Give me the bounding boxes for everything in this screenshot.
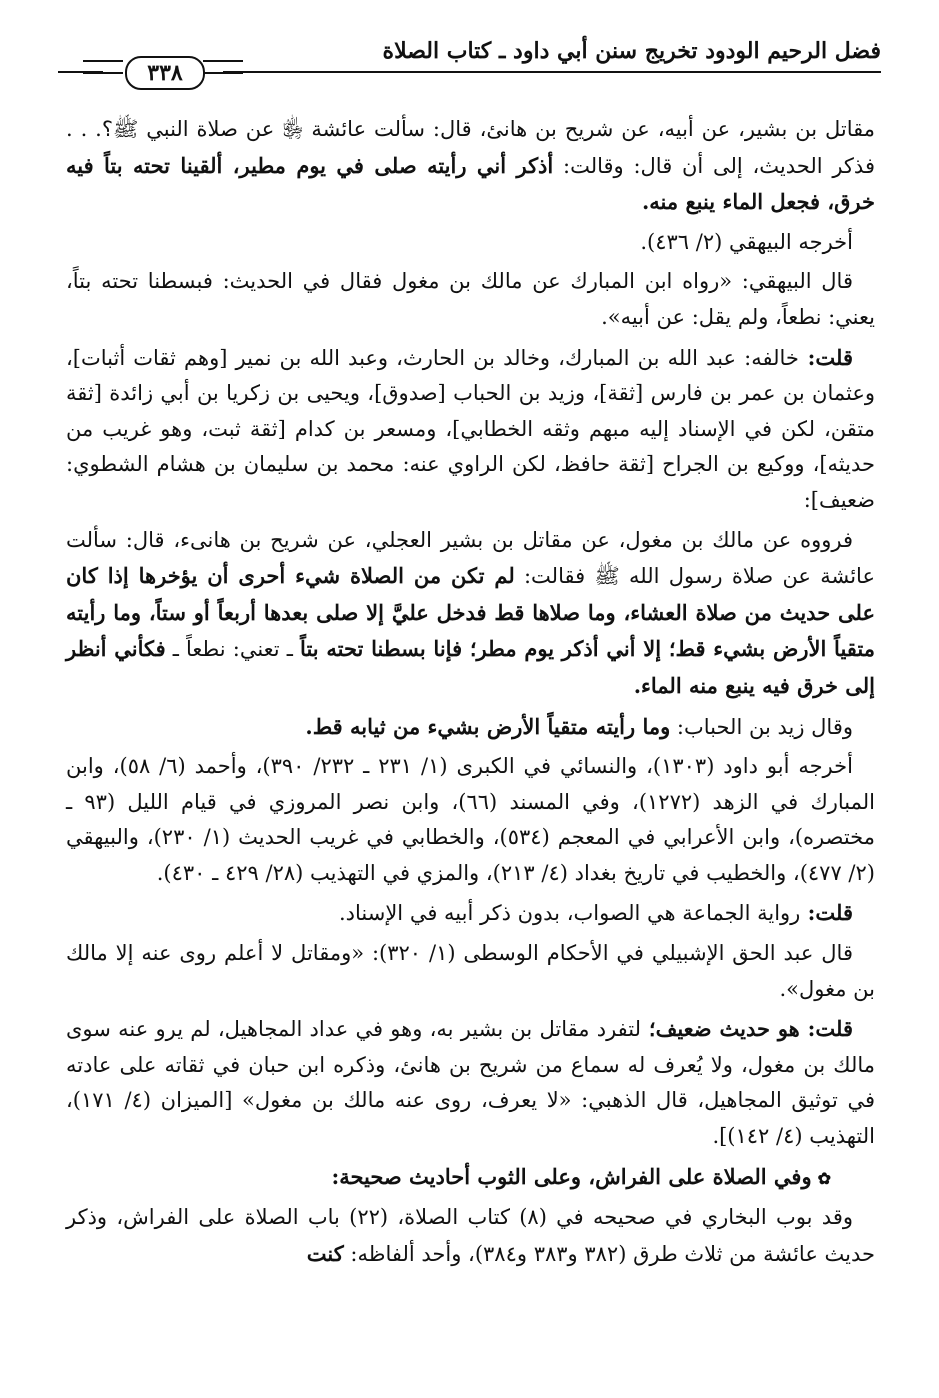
text-segment: فرووه عن مالك بن مغول، عن مقاتل بن بشير العجلي، عن شريح بن هانىء، قال: سألت عائشة عن صلاة رسول الله ﷺ فقالت: <box>66 527 875 589</box>
text-segment: وقد بوب البخاري في صحيحه في (٨) كتاب الصلاة، (٢٢) باب الصلاة على الفراش، وذكر حديث عائشة من ثلاث طرق (٣٨٢ و٣٨٣ و٣٨٤)، وأحد ألفاظه: <box>66 1205 875 1266</box>
text-segment: أخرجه البيهقي (٢/ ٤٣٦). <box>640 229 853 254</box>
bold-text-segment: قلت: <box>800 900 853 926</box>
paragraph <box>66 936 875 1007</box>
text-segment: قال البيهقي: «رواه ابن المبارك عن مالك بن مغول فقال في الحديث: فبسطنا تحته بتاً، يعني: نطعاً، ولم يقل: عن أبيه». <box>66 269 875 329</box>
running-title: فضل الرحيم الودود تخريج سنن أبي داود ـ كتاب الصلاة <box>382 38 881 64</box>
paragraph <box>66 225 875 261</box>
paragraph <box>66 523 875 705</box>
bold-text-segment: وما رأيته متقياً الأرض بشيء من ثيابه قط. <box>305 713 671 739</box>
paragraph <box>66 1200 875 1272</box>
section-heading <box>66 1159 875 1197</box>
bold-text-segment: وفي الصلاة على الفراش، وعلى الثوب أحاديث صحيحة: <box>331 1163 812 1189</box>
paragraph <box>66 340 875 519</box>
text-segment: وقال زيد بن الحباب: <box>670 714 853 739</box>
bold-text-segment: فكأني أنظر إلى خرق فيه ينبع منه الماء. <box>66 636 875 698</box>
flower-marker-icon: ✿ <box>817 1168 831 1188</box>
paragraph <box>66 895 875 932</box>
text-segment: مقاتل بن بشير، عن أبيه، عن شريح بن هانئ، قال: سألت عائشة ﵂ عن صلاة النبي ﷺ؟. . . فذكر الحديث، إلى أن قال: وقالت: <box>66 117 875 178</box>
page-number-ornament <box>103 56 223 90</box>
paragraph <box>66 749 875 891</box>
text-segment: خالفه: عبد الله بن المبارك، وخالد بن الحارث، وعبد الله بن نمير [وهم ثقات أثبات]، وعثمان بن عمر بن فارس [ثقة]، وزيد بن الحباب [صدوق]، ويحيى بن زكريا بن أبي زائدة [ثقة متقن، لكن في الإسناد إليه مبهم وثقه الخطابي]، ومسعر بن كدام [ثقة ثبت، وهو غريب من حديثه]، ووكيع بن الجراح [ثقة حافظ، لكن الراوي عنه: محمد بن سليمان بن هشام الشطوي: ضعيف]: <box>66 345 875 512</box>
bold-text-segment: قلت: هو حديث ضعيف؛ <box>641 1016 853 1042</box>
bold-text-segment: لم تكن من الصلاة شيء أحرى أن يؤخرها إذا كان على حديث من صلاة العشاء، وما صلاها قط فدخل عليَّ إلا صلى بعدها أربعاً أو ستاً، وما رأيته متقياً الأرض بشيء قط؛ إلا أني أذكر يوم مطر؛ فإنا بسطنا تحته بتاً <box>66 563 875 662</box>
paragraph <box>66 112 875 221</box>
paragraph <box>66 1011 875 1154</box>
paragraph <box>66 709 875 746</box>
text-segment: لتفرد مقاتل بن بشير به، وهو في عداد المجاهيل، لم يرو عنه سوى مالك بن مغول، ولا يُعرف له سماع من شريح بن هانئ، وذكره ابن حبان في ثقاته على عادته في توثيق المجاهيل، قال الذهبي: «لا يعرف، روى عنه مالك بن مغول» [الميزان (٤/ ١٧١)، التهذيب (٤/ ١٤٢)]. <box>66 1017 875 1149</box>
page-body <box>66 112 875 1276</box>
bold-text-segment: أذكر أني رأيته صلى في يوم مطير، ألقينا تحته بتاً فيه خرق، فجعل الماء ينبع منه. <box>66 152 875 215</box>
paragraph <box>66 264 875 335</box>
ornament-lines-left <box>83 60 123 74</box>
bold-text-segment: كنت <box>306 1240 344 1266</box>
text-segment: ـ تعني: نطعاً ـ <box>165 637 301 662</box>
page-header <box>58 38 881 98</box>
ornament-lines-right <box>203 60 243 74</box>
text-segment: قال عبد الحق الإشبيلي في الأحكام الوسطى (١/ ٣٢٠): «ومقاتل لا أعلم روى عنه إلا مالك بن مغول». <box>66 941 875 1001</box>
text-segment: أخرجه أبو داود (١٣٠٣)، والنسائي في الكبرى (١/ ٢٣١ ـ ٢٣٢/ ٣٩٠)، وأحمد (٦/ ٥٨)، وابن المبارك في الزهد (١٢٧٢)، وفي المسند (٦٦)، وابن نصر المروزي في قيام الليل (٩٣ ـ مختصره)، وابن الأعرابي في المعجم (٥٣٤)، والخطابي في غريب الحديث (١/ ٢٣٠)، والبيهقي (٢/ ٤٧٧)، والخطيب في تاريخ بغداد (٤/ ٢١٣)، والمزي في التهذيب (٢٨/ ٤٢٩ ـ ٤٣٠). <box>66 754 875 885</box>
bold-text-segment: قلت: <box>798 344 853 370</box>
page-number: ٣٣٨ <box>125 56 205 90</box>
text-segment: رواية الجماعة هي الصواب، بدون ذكر أبيه في الإسناد. <box>338 901 801 926</box>
